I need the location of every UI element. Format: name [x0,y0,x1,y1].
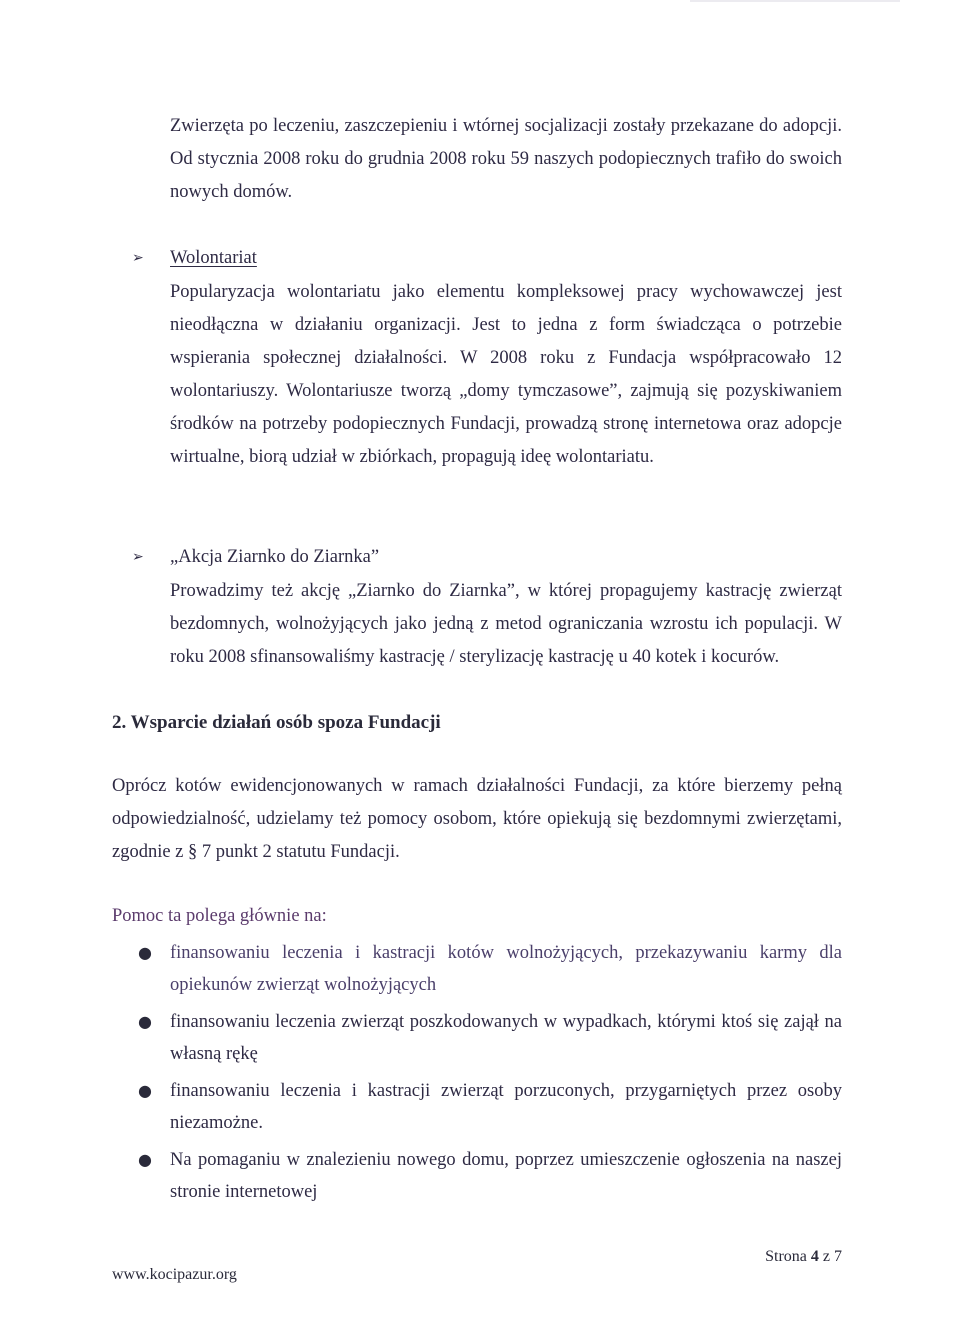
list-item-text: Na pomaganiu w znalezieniu nowego domu, poprzez umieszczenie ogłoszenia na naszej stronie internetowej [170,1150,842,1202]
bullet-dot-icon: ● [138,1150,152,1169]
list-item [112,937,842,1001]
list-item [112,1006,842,1070]
volunteering-paragraph: Popularyzacja wolontariatu jako elementu kompleksowej pracy wychowawczej jest nieodłączna w działaniu organizacji. Jest to jedna z form świadcząca o potrzebie wspierania społecznej działalności. W 2008 roku z Fundacja współpracowało 12 wolontariuszy. Wolontariusze tworzą „domy tymczasowe”, zajmują się pozyskiwaniem środków na potrzeby podopiecznych Fundacji, prowadzą stronę internetowa oraz adopcje wirtualne, biorą udział w zbiórkach, propagują ideę wolontariatu. [170,282,842,467]
list-item-text: finansowaniu leczenia i kastracji kotów wolnożyjących, przekazywaniu karmy dla opiekunów zwierząt wolnożyjących [170,943,842,995]
arrow-bullet-icon: ➢ [132,549,144,565]
scan-artifact [690,0,900,2]
arrow-bullet-icon: ➢ [132,250,144,266]
campaign-paragraph: Prowadzimy też akcję „Ziarnko do Ziarnka”, w której propagujemy kastrację zwierząt bezdomnych, wolnożyjących jako jedną z metod ograniczania wzrostu ich populacji. W roku 2008 sfinansowaliśmy kastrację / sterylizację kastrację u 40 kotek i kocurów. [170,581,842,667]
page-number [765,1248,842,1266]
page-total: 7 [834,1248,842,1265]
section-2-title: 2. Wsparcie działań osób spoza Fundacji [112,712,441,733]
page-prefix: Strona [765,1248,811,1265]
bullet-dot-icon: ● [138,1012,152,1031]
campaign-heading-row [132,541,842,574]
footer-website-link[interactable]: www.kocipazur.org [112,1266,237,1283]
intro-paragraph: Zwierzęta po leczeniu, zaszczepieniu i wtórnej socjalizacji zostały przekazane do adopcji. Od stycznia 2008 roku do grudnia 2008 roku 59 naszych podopiecznych trafiło do swoich nowych domów. [170,116,842,202]
campaign-heading: „Akcja Ziarnko do Ziarnka” [170,547,380,567]
list-item-text: finansowaniu leczenia i kastracji zwierząt porzuconych, przygarniętych przez osoby niezamożne. [170,1081,842,1133]
volunteering-heading-row [132,242,842,275]
page-current: 4 [810,1248,819,1265]
bullet-dot-icon: ● [138,1081,152,1100]
bullet-dot-icon: ● [138,943,152,962]
section-2-paragraph: Oprócz kotów ewidencjonowanych w ramach działalności Fundacji, za które bierzemy pełną odpowiedzialność, udzielamy też pomocy osobom, które opiekują się bezdomnymi zwierzętami, zgodnie z § 7 punkt 2 statutu Fundacji. [112,776,842,862]
list-item [112,1075,842,1139]
list-item-text: finansowaniu leczenia zwierząt poszkodowanych w wypadkach, którymi ktoś się zajął na własną rękę [170,1012,842,1064]
page-separator: z [818,1248,834,1265]
help-intro: Pomoc ta polega głównie na: [112,906,327,926]
list-item [112,1144,842,1208]
volunteering-heading: Wolontariat [170,248,257,268]
help-list [112,937,842,1213]
